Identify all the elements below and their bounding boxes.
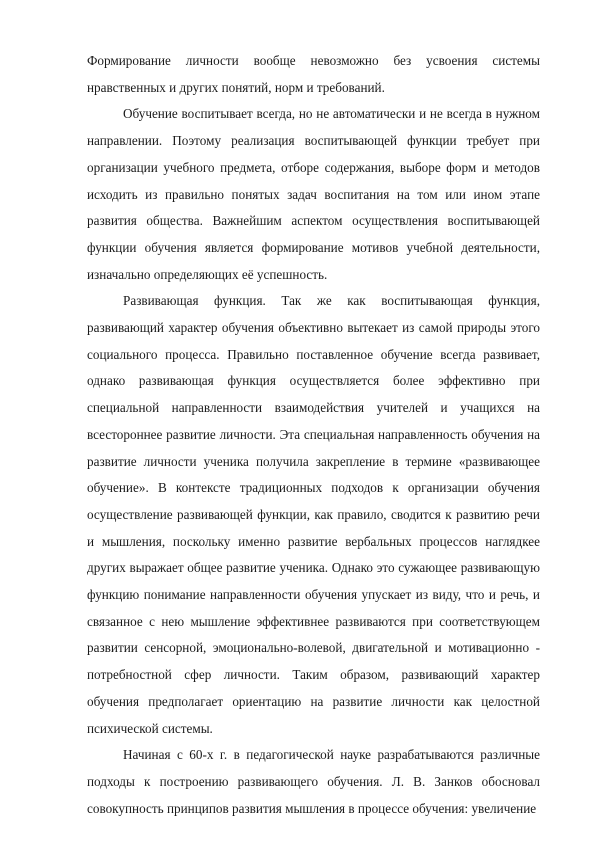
document-page bbox=[87, 48, 540, 822]
paragraph-developmental-approaches: Начиная с 60-х г. в педагогической науке разрабатываются различные подходы к построению развивающего обучения. Л. В. Занков обосновал совокупность принципов развития мышления в процессе обучения: увеличение bbox=[87, 747, 540, 816]
paragraph-developing-function: Развивающая функция. Так же как воспитывающая функция, развивающий характер обучения объективно вытекает из самой природы этого социального процесса. Правильно поставленное обучение всегда развивает, однако развивающая функция осуществляется более эффективно при специальной направленности взаимодействия учителей и учащихся на всестороннее развитие личности. Эта специальная направленность обучения на развитие личности ученика получила закрепление в термине «развивающее обучение». В контексте традиционных подходов к организации обучения осуществление развивающей функции, как правило, сводится к развитию речи и мышления, поскольку именно развитие вербальных процессов наглядкее других выражает общее развитие ученика. Однако это сужающее развивающую функцию понимание направленности обучения упускает из виду, что и речь, и связанное с нею мышление эффективнее развиваются при соответствующем развитии сенсорной, эмоционально-волевой, двигательной и мотивационно - потребностной сфер личности. Таким образом, развивающий характер обучения предполагает ориентацию на развитие личности как целостной психической системы. bbox=[87, 293, 540, 736]
paragraph-moral-concepts: Формирование личности вообще невозможно без усвоения системы нравственных и других понятий, норм и требований. bbox=[87, 53, 540, 95]
paragraph-educating-function: Обучение воспитывает всегда, но не автоматически и не всегда в нужном направлении. Поэтому реализация воспитывающей функции требует при организации учебного предмета, отборе содержания, выборе форм и методов исходить из правильно понятых задач воспитания на том или ином этапе развития общества. Важнейшим аспектом осуществления воспитывающей функции обучения является формирование мотивов учебной деятельности, изначально определяющих её успешность. bbox=[87, 106, 540, 282]
